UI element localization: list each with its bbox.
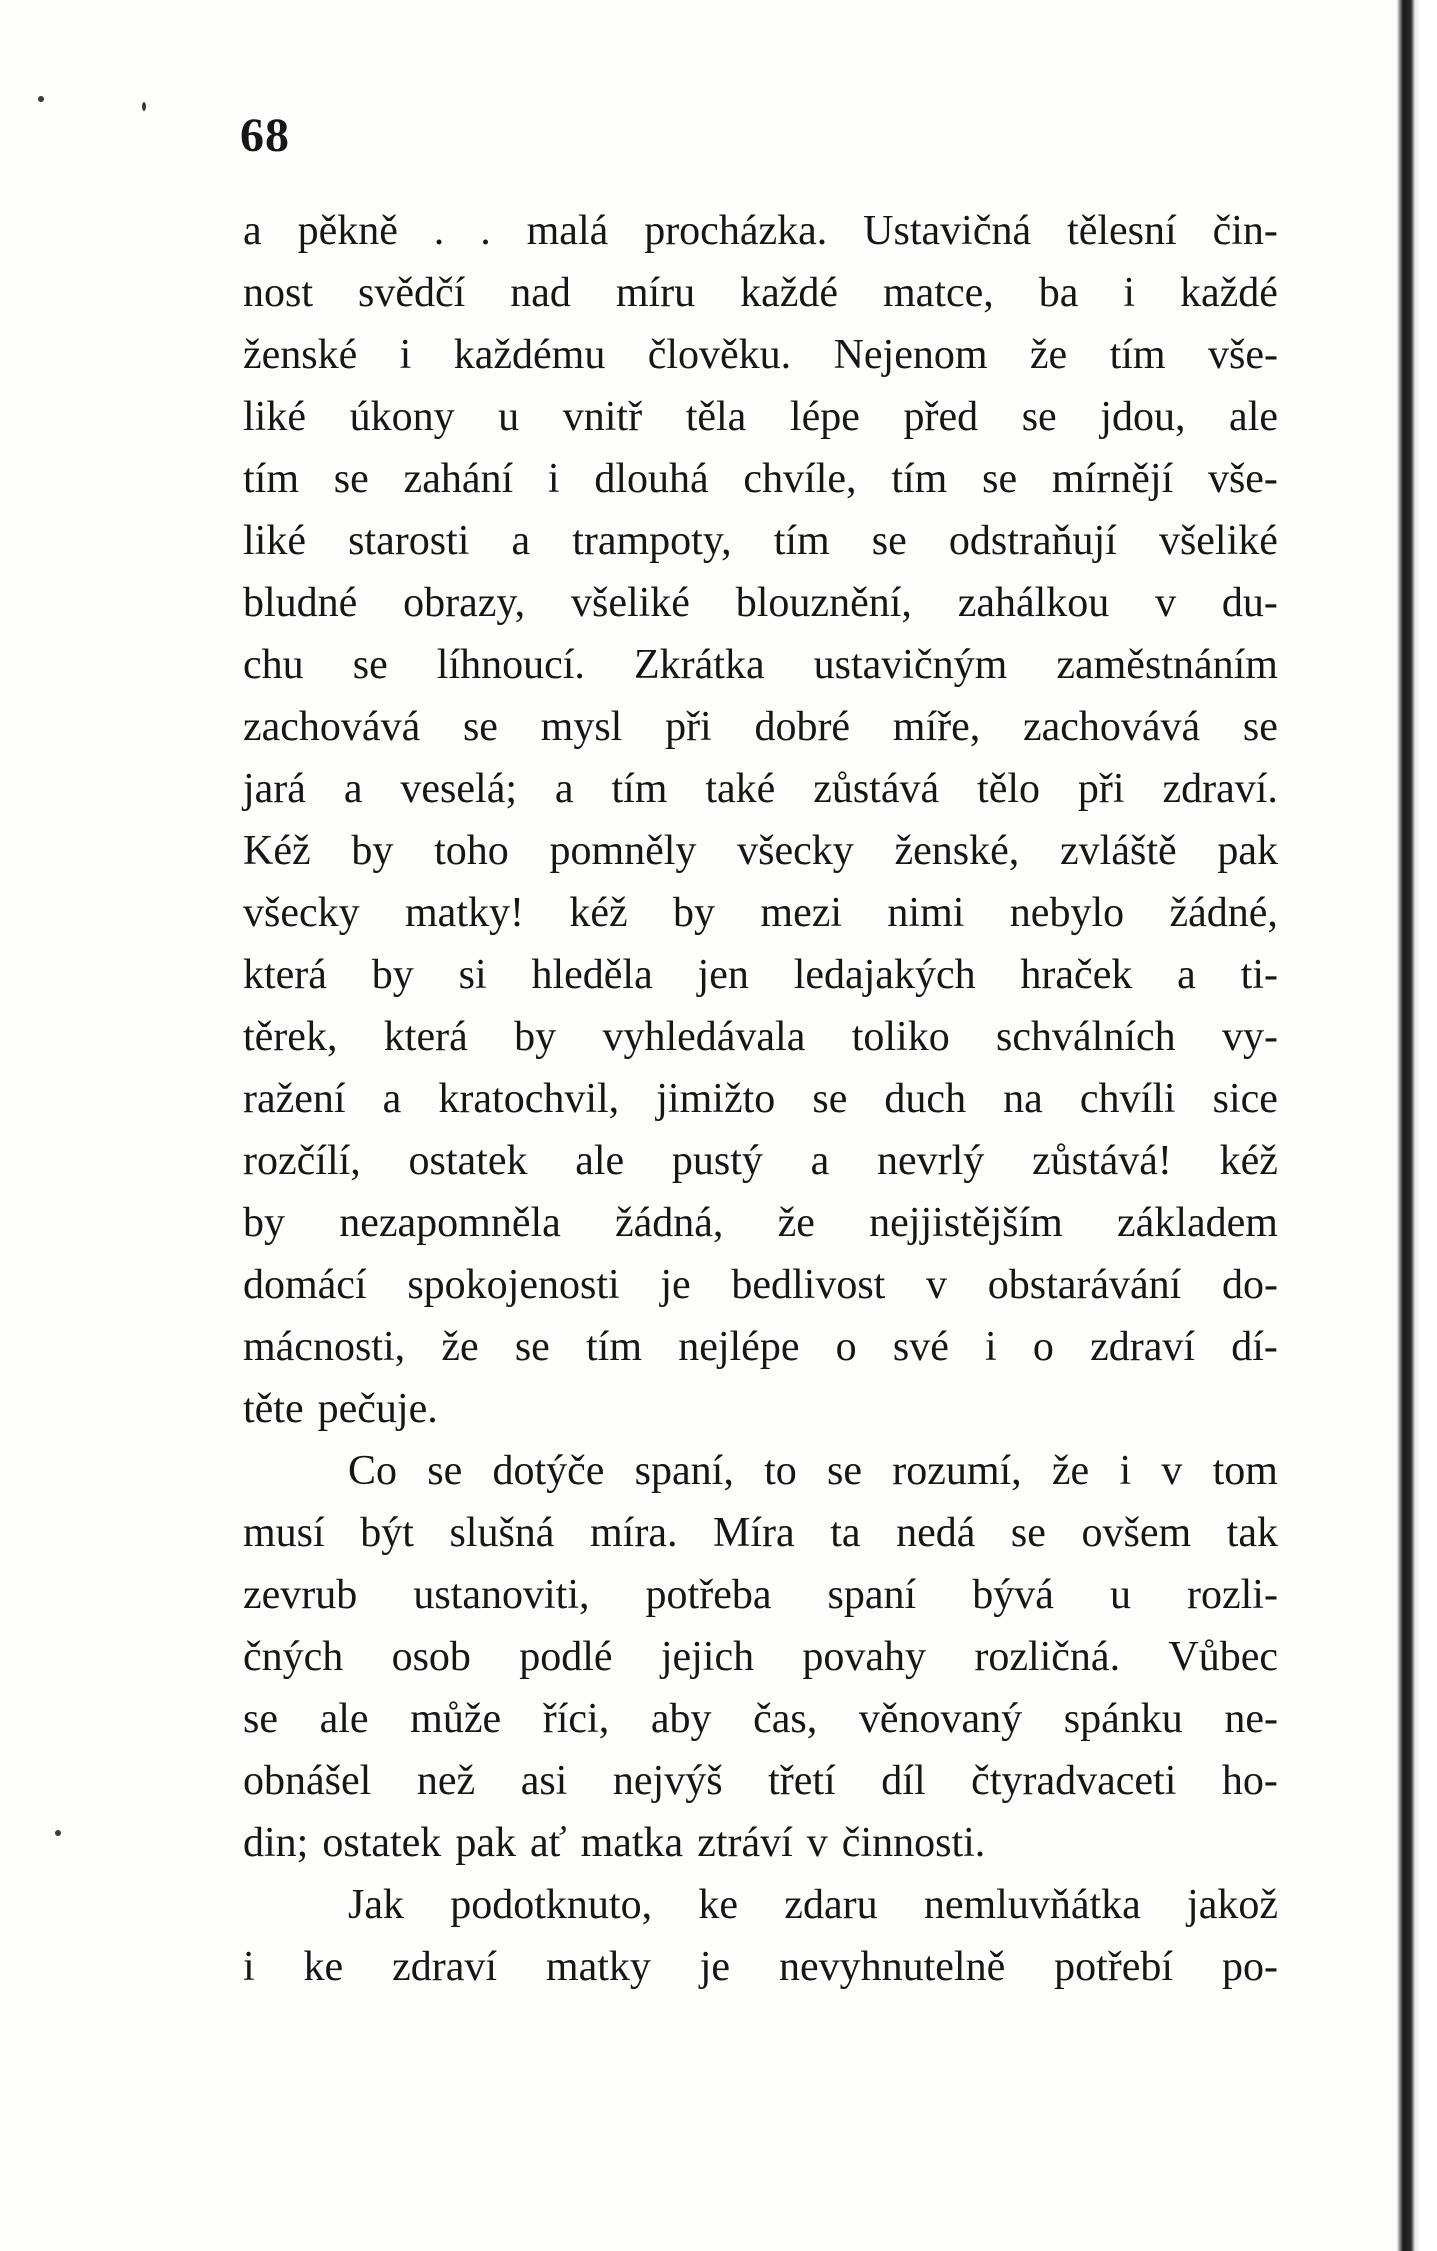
word: člověku. — [647, 332, 792, 378]
word: liké — [243, 518, 306, 564]
body-text — [243, 200, 1278, 1998]
word: asi — [520, 1758, 568, 1804]
word: v — [926, 1262, 948, 1308]
word: zdaru — [784, 1882, 878, 1928]
word: se — [333, 456, 369, 502]
word: nejjistějším — [869, 1200, 1063, 1246]
word: být — [360, 1510, 414, 1556]
word: ba — [1038, 270, 1079, 316]
word: nevyhnutelně — [778, 1944, 1006, 1990]
word: vnitř — [562, 394, 643, 440]
word: mácnosti, — [243, 1324, 406, 1370]
word: by — [514, 1014, 557, 1060]
word: ti- — [1240, 952, 1278, 998]
word: se — [243, 1696, 278, 1742]
text-line — [243, 1936, 1278, 1998]
word: ustanoviti, — [413, 1572, 590, 1618]
word: pečuje. — [317, 1386, 438, 1432]
word: i — [1123, 270, 1135, 316]
word: spánku — [1063, 1696, 1183, 1742]
word: bludné — [243, 580, 358, 626]
word: zůstává! — [1031, 1138, 1172, 1184]
word: tím — [773, 518, 830, 564]
word: každé — [740, 270, 839, 316]
word: činnosti. — [841, 1820, 986, 1866]
word: ta — [830, 1510, 861, 1556]
word: míra. — [590, 1510, 678, 1556]
word: rozčílí, — [243, 1138, 361, 1184]
word: jdou, — [1100, 394, 1186, 440]
word: . — [433, 208, 445, 254]
text-line — [243, 758, 1278, 820]
text-line — [243, 572, 1278, 634]
word: o — [835, 1324, 857, 1370]
text-line — [243, 1874, 1278, 1936]
word: těla — [685, 394, 747, 440]
word: v — [1161, 1448, 1183, 1494]
word: čin- — [1212, 208, 1278, 254]
word: i — [243, 1944, 255, 1990]
word: je — [699, 1944, 731, 1990]
word: ostatek — [408, 1138, 528, 1184]
word: . — [480, 208, 491, 254]
word: matka — [580, 1820, 684, 1866]
page-number: 68 — [240, 109, 290, 162]
text-line — [243, 1130, 1278, 1192]
word: ženské — [243, 332, 358, 378]
word: spaní, — [634, 1448, 734, 1494]
word: ražení — [243, 1076, 346, 1122]
word: všeliké — [570, 580, 690, 626]
word: dobré — [754, 704, 851, 750]
word: vše- — [1207, 456, 1278, 502]
text-line — [243, 324, 1278, 386]
word: vyhledávala — [602, 1014, 806, 1060]
word: chvíli — [1079, 1076, 1176, 1122]
word: jakož — [1187, 1882, 1278, 1928]
word: slušná — [449, 1510, 555, 1556]
word: sice — [1212, 1076, 1278, 1122]
word: se — [826, 1448, 862, 1494]
word: kratochvil, — [438, 1076, 620, 1122]
word: že — [1051, 1448, 1090, 1494]
text-line — [243, 696, 1278, 758]
word: se — [1010, 1510, 1046, 1556]
word: du- — [1221, 580, 1278, 626]
word: tím — [1109, 332, 1166, 378]
text-line — [243, 944, 1278, 1006]
word: rozli- — [1187, 1572, 1278, 1618]
word: po- — [1221, 1944, 1278, 1990]
word: zdraví. — [1162, 766, 1278, 812]
word: čtyradvaceti — [971, 1758, 1177, 1804]
word: ke — [303, 1944, 344, 1990]
word: liké — [243, 394, 306, 440]
word: čas, — [753, 1696, 818, 1742]
word: schválních — [996, 1014, 1176, 1060]
word: míru — [615, 270, 696, 316]
word: a — [243, 208, 262, 254]
word: věnovaný — [858, 1696, 1023, 1742]
print-speck — [55, 1830, 61, 1836]
word: na — [1003, 1076, 1043, 1122]
word: rozličná. — [974, 1634, 1121, 1680]
print-speck — [38, 96, 44, 102]
word: ne- — [1224, 1696, 1278, 1742]
word: žádná, — [614, 1200, 724, 1246]
text-line — [243, 1688, 1278, 1750]
word: a — [554, 766, 574, 812]
text-line — [243, 510, 1278, 572]
word: toho — [434, 828, 509, 874]
word: a — [511, 518, 531, 564]
word: i — [985, 1324, 997, 1370]
word: matce, — [883, 270, 994, 316]
word: lépe — [789, 394, 860, 440]
word: nezapomněla — [339, 1200, 561, 1246]
word: ať — [529, 1820, 567, 1866]
word: úkony — [349, 394, 455, 440]
word: chu — [243, 642, 304, 688]
word: Míra — [713, 1510, 795, 1556]
word: domácí — [243, 1262, 367, 1308]
word: každé — [1179, 270, 1278, 316]
word: ho- — [1221, 1758, 1278, 1804]
word: Zkrátka — [634, 642, 765, 688]
word: zvláště — [1060, 828, 1177, 874]
word: žádné, — [1169, 890, 1278, 936]
word: Jak — [348, 1882, 404, 1928]
word: odstraňují — [948, 518, 1117, 564]
word: ale — [1229, 394, 1278, 440]
word: musí — [243, 1510, 325, 1556]
word: ke — [698, 1882, 739, 1928]
word: se — [514, 1324, 550, 1370]
word: dotýče — [492, 1448, 605, 1494]
word: a — [343, 766, 363, 812]
text-line — [243, 200, 1278, 262]
word: těte — [243, 1386, 304, 1432]
word: pak — [455, 1820, 516, 1866]
word: kéž — [1219, 1138, 1278, 1184]
word: rozumí, — [892, 1448, 1022, 1494]
word: než — [416, 1758, 476, 1804]
word: do- — [1222, 1262, 1278, 1308]
word: všeliké — [1158, 518, 1278, 564]
word: líhnoucí. — [436, 642, 585, 688]
word: si — [458, 952, 487, 998]
word: bedlivost — [731, 1262, 886, 1308]
word: hleděla — [531, 952, 653, 998]
word: to — [764, 1448, 797, 1494]
word: zahálkou — [957, 580, 1110, 626]
text-line — [243, 1440, 1278, 1502]
word: vy- — [1222, 1014, 1278, 1060]
word: Nejenom — [833, 332, 988, 378]
word: dlouhá — [594, 456, 709, 502]
word: by — [371, 952, 414, 998]
word: se — [871, 518, 907, 564]
word: nejlépe — [678, 1324, 800, 1370]
word: těrek, — [243, 1014, 338, 1060]
word: nevrlý — [876, 1138, 985, 1184]
word: ledajakých — [793, 952, 976, 998]
word: se — [462, 704, 498, 750]
word: pustý — [671, 1138, 763, 1184]
word: potřeba — [645, 1572, 772, 1618]
text-line — [243, 1564, 1278, 1626]
word: před — [903, 394, 979, 440]
word: a — [382, 1076, 402, 1122]
word: obnášel — [243, 1758, 372, 1804]
print-speck — [142, 102, 146, 111]
word: v — [1155, 580, 1177, 626]
word: při — [665, 704, 712, 750]
text-line — [243, 1626, 1278, 1688]
word: zdraví — [1090, 1324, 1196, 1370]
word: tělesní — [1067, 208, 1177, 254]
word: každému — [453, 332, 606, 378]
word: nost — [243, 270, 314, 316]
word: ale — [575, 1138, 625, 1184]
word: Kéž — [243, 828, 311, 874]
text-line — [243, 1812, 1278, 1874]
word: která — [243, 952, 327, 998]
text-line — [243, 448, 1278, 510]
word: že — [441, 1324, 479, 1370]
word: bývá — [972, 1572, 1054, 1618]
word: kéž — [569, 890, 628, 936]
word: starosti — [348, 518, 470, 564]
word: že — [1029, 332, 1068, 378]
word: potřebí — [1054, 1944, 1174, 1990]
text-line — [243, 386, 1278, 448]
text-line — [243, 262, 1278, 324]
text-line — [243, 1316, 1278, 1378]
word: všecky — [737, 828, 854, 874]
word: ztráví — [697, 1820, 793, 1866]
word: míře, — [892, 704, 981, 750]
word: zahání — [403, 456, 514, 502]
word: zůstává — [813, 766, 940, 812]
word: se — [1242, 704, 1278, 750]
word: toliko — [851, 1014, 950, 1060]
word: že — [777, 1200, 815, 1246]
word: pomněly — [549, 828, 697, 874]
text-line — [243, 1254, 1278, 1316]
text-line — [243, 882, 1278, 944]
word: svědčí — [357, 270, 466, 316]
word: nedá — [896, 1510, 976, 1556]
word: osob — [391, 1634, 471, 1680]
word: u — [498, 394, 520, 440]
word: jejich — [660, 1634, 755, 1680]
word: dí- — [1231, 1324, 1278, 1370]
word: jimižto — [656, 1076, 776, 1122]
word: mezi — [760, 890, 843, 936]
word: ženské, — [894, 828, 1020, 874]
word: malá — [526, 208, 609, 254]
text-line — [243, 1750, 1278, 1812]
word: se — [352, 642, 388, 688]
text-line — [243, 1192, 1278, 1254]
word: matky! — [405, 890, 524, 936]
word: pěkně — [297, 208, 398, 254]
word: říci, — [542, 1696, 610, 1742]
word: duch — [884, 1076, 967, 1122]
word: mysl — [540, 704, 623, 750]
word: Vůbec — [1168, 1634, 1278, 1680]
word: i — [399, 332, 412, 378]
word: aby — [650, 1696, 712, 1742]
word: vše- — [1208, 332, 1278, 378]
text-line — [243, 1378, 1278, 1440]
word: své — [892, 1324, 949, 1370]
word: by — [673, 890, 716, 936]
word: jen — [697, 952, 749, 998]
word: tak — [1226, 1510, 1278, 1556]
page-edge-shadow — [1397, 0, 1437, 2251]
word: spaní — [827, 1572, 917, 1618]
word: se — [812, 1076, 848, 1122]
word: podlé — [519, 1634, 613, 1680]
word: je — [660, 1262, 691, 1308]
word: veselá; — [400, 766, 517, 812]
word: nad — [510, 270, 571, 316]
word: i — [1119, 1448, 1132, 1494]
word: zevrub — [243, 1572, 358, 1618]
word: o — [1032, 1324, 1054, 1370]
word: pak — [1217, 828, 1278, 874]
word: din; — [243, 1820, 309, 1866]
word: zaměstnáním — [1056, 642, 1278, 688]
word: ovšem — [1081, 1510, 1192, 1556]
word: povahy — [802, 1634, 927, 1680]
word: a — [1177, 952, 1196, 998]
text-line — [243, 1068, 1278, 1130]
text-line — [243, 1502, 1278, 1564]
word: tělo — [977, 766, 1041, 812]
word: by — [351, 828, 394, 874]
word: tím — [611, 766, 668, 812]
word: i — [547, 456, 560, 502]
word: díl — [881, 1758, 926, 1804]
word: hraček — [1020, 952, 1133, 998]
word: blouznění, — [735, 580, 912, 626]
word: ostatek — [322, 1820, 442, 1866]
word: nemluvňátka — [923, 1882, 1141, 1928]
word: nebylo — [1009, 890, 1125, 936]
word: nejvýš — [612, 1758, 723, 1804]
text-line — [243, 820, 1278, 882]
word: Co — [348, 1448, 398, 1494]
word: u — [1109, 1572, 1131, 1618]
text-line — [243, 1006, 1278, 1068]
word: třetí — [768, 1758, 836, 1804]
word: čných — [243, 1634, 344, 1680]
word: mírnějí — [1051, 456, 1174, 502]
word: tom — [1212, 1448, 1278, 1494]
word: všecky — [243, 890, 360, 936]
word: chvíle, — [743, 456, 857, 502]
word: tím — [891, 456, 948, 502]
word: zdraví — [392, 1944, 498, 1990]
word: obstarávání — [987, 1262, 1182, 1308]
text-line — [243, 634, 1278, 696]
word: tím — [243, 456, 300, 502]
word: základem — [1117, 1200, 1278, 1246]
word: obrazy, — [403, 580, 526, 626]
word: tím — [586, 1324, 643, 1370]
word: může — [410, 1696, 502, 1742]
word: zachovává — [243, 704, 421, 750]
word: v — [806, 1820, 828, 1866]
word: a — [810, 1138, 830, 1184]
word: při — [1077, 766, 1125, 812]
word: se — [1021, 394, 1057, 440]
word: která — [383, 1014, 468, 1060]
word: spokojenosti — [407, 1262, 620, 1308]
word: také — [705, 766, 776, 812]
word: procházka. — [644, 208, 828, 254]
word: Ustavičná — [863, 208, 1032, 254]
word: se — [427, 1448, 463, 1494]
word: ale — [319, 1696, 369, 1742]
word: zachovává — [1022, 704, 1201, 750]
word: podotknuto, — [450, 1882, 653, 1928]
word: se — [982, 456, 1018, 502]
word: jará — [243, 766, 306, 812]
word: ustavičným — [813, 642, 1008, 688]
word: trampoty, — [572, 518, 732, 564]
word: nimi — [887, 890, 965, 936]
word: by — [243, 1200, 285, 1246]
word: matky — [545, 1944, 651, 1990]
